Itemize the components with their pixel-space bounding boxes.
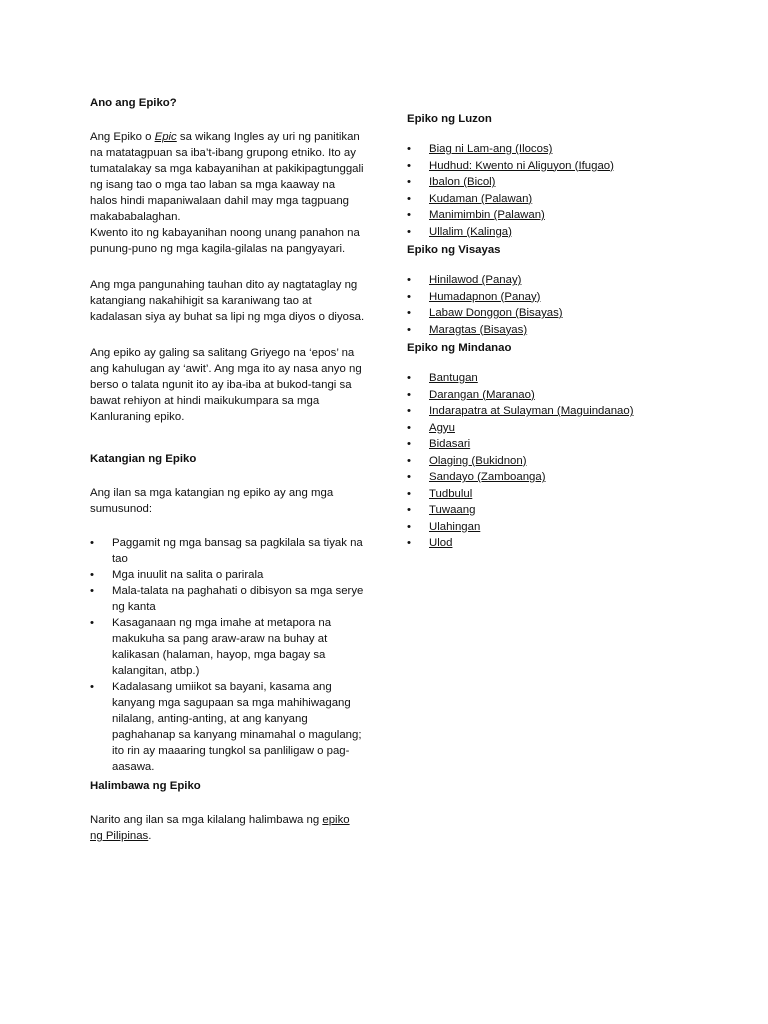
epiko-ng-pilipinas-link[interactable]: epiko ng Pilipinas [90,814,350,842]
list-item [407,207,707,224]
epiko-link[interactable]: Biag ni Lam-ang (Ilocos) [429,143,553,155]
list-item: • Kadalasang umiikot sa bayani, kasama ang kanyang mga sagupaan sa mga mahihiwagang nilalang, anting-anting, at ang kanyang paghahanap sa kanyang minamahal o magulang; ito rin ay maaaring tungkol sa panliligaw o pag-aasawa. [90,679,365,775]
list-item [407,535,707,552]
epiko-link[interactable]: Ullalim (Kalinga) [429,225,512,238]
epiko-link[interactable]: Manimimbin (Palawan) [429,209,545,221]
heading-katangian: Katangian ng Epiko [90,453,197,465]
paragraph-halimbawa [90,812,365,844]
epiko-link[interactable]: Kudaman (Palawan) [429,192,533,205]
list-item: • Kasaganaan ng mga imahe at metapora na makukuha sa pang araw-araw na buhay at kalikasan (halaman, hayop, mga bagay sa kalangitan, atbp.) [90,615,365,679]
left-column [90,95,365,844]
epiko-link[interactable]: Sandayo (Zamboanga) [429,471,546,483]
text: sa wikang Ingles ay uri ng panitikan na matatagpuan sa iba’t-ibang grupong etniko. Ito ay tumatalakay sa mga kabayanihan at pakikipagtunggali ng isang tao o mga tao laban sa mga kaaway na halos hindi mapaniwalaan dahil may mga tagpuang makababalaghan. [90,131,364,223]
heading-epiko-ng-visayas: Epiko ng Visayas [407,244,501,256]
list-item: • Mala-talata na paghahati o dibisyon sa mga serye ng kanta [90,583,365,615]
list-item [407,305,707,322]
epiko-link[interactable]: Hudhud: Kwento ni Aliguyon (Ifugao) [429,159,614,172]
epiko-link[interactable]: Ulahingan [429,520,481,533]
text: Kwento ito ng kabayanihan noong unang panahon na punung-puno ng mga kagila-gilalas na pangyayari. [90,227,360,255]
list-item [407,174,707,191]
epiko-link[interactable]: Maragtas (Bisayas) [429,323,528,336]
text: Narito ang ilan sa mga kilalang halimbawa ng [90,814,323,826]
luzon-list [407,141,707,240]
list-item [407,453,707,470]
list-item [407,158,707,175]
heading-epiko-ng-luzon: Epiko ng Luzon [407,113,492,125]
epic-link[interactable]: Epic [154,131,177,143]
list-item: • Paggamit ng mga bansag sa pagkilala sa tiyak na tao [90,535,365,567]
epiko-link[interactable]: Ibalon (Bicol) [429,176,496,188]
epiko-link[interactable]: Bantugan [429,372,478,384]
list-item [407,502,707,519]
list-item [407,469,707,486]
text: Ang Epiko o [90,131,155,143]
visayas-list [407,272,707,338]
epiko-link[interactable]: Bidasari [429,438,471,450]
epiko-link[interactable]: Tudbulul [429,487,473,500]
paragraph-tauhan: Ang mga pangunahing tauhan dito ay nagtataglay ng katangiang nakahihigit sa karaniwang tao at kadalasan siya ay buhat sa lipi ng mga diyos o diyosa. [90,279,365,323]
list-item [407,403,707,420]
list-item [407,420,707,437]
list-item [407,272,707,289]
list-item [407,387,707,404]
epiko-link[interactable]: Agyu [429,421,455,434]
list-item [407,370,707,387]
epiko-link[interactable]: Olaging (Bukidnon) [429,454,527,467]
paragraph-katangian-intro: Ang ilan sa mga katangian ng epiko ay ang mga sumusunod: [90,487,334,515]
list-item [407,289,707,306]
epiko-link[interactable]: Labaw Donggon (Bisayas) [429,307,563,319]
list-item: • Mga inuulit na salita o parirala [90,567,365,583]
list-item [407,436,707,453]
list-item [407,191,707,208]
list-item [407,519,707,536]
epiko-link[interactable]: Tuwaang [429,504,476,516]
list-item [407,141,707,158]
paragraph-definition [90,129,365,257]
heading-halimbawa: Halimbawa ng Epiko [90,780,201,792]
mindanao-list [407,370,707,552]
epiko-link[interactable]: Hinilawod (Panay) [429,274,522,286]
epiko-link[interactable]: Darangan (Maranao) [429,388,535,401]
katangian-list [90,535,365,775]
list-item [407,224,707,241]
list-item [407,322,707,339]
text: . [148,830,152,842]
paragraph-epos: Ang epiko ay galing sa salitang Griyego na ‘epos’ na ang kahulugan ay ‘awit’. Ang mga ito ay nasa anyo ng berso o talata ngunit ito ay iba-iba at bukod-tangi sa bawat rehiyon at hindi maikukumpara sa mga Kanluraning epiko. [90,347,362,423]
epiko-link[interactable]: Indarapatra at Sulayman (Maguindanao) [429,405,634,417]
epiko-link[interactable]: Humadapnon (Panay) [429,290,541,303]
epiko-link[interactable]: Ulod [429,537,453,549]
right-column [407,111,707,552]
list-item [407,486,707,503]
heading-epiko-ng-mindanao: Epiko ng Mindanao [407,342,512,354]
heading-ano-ang-epiko: Ano ang Epiko? [90,97,177,109]
